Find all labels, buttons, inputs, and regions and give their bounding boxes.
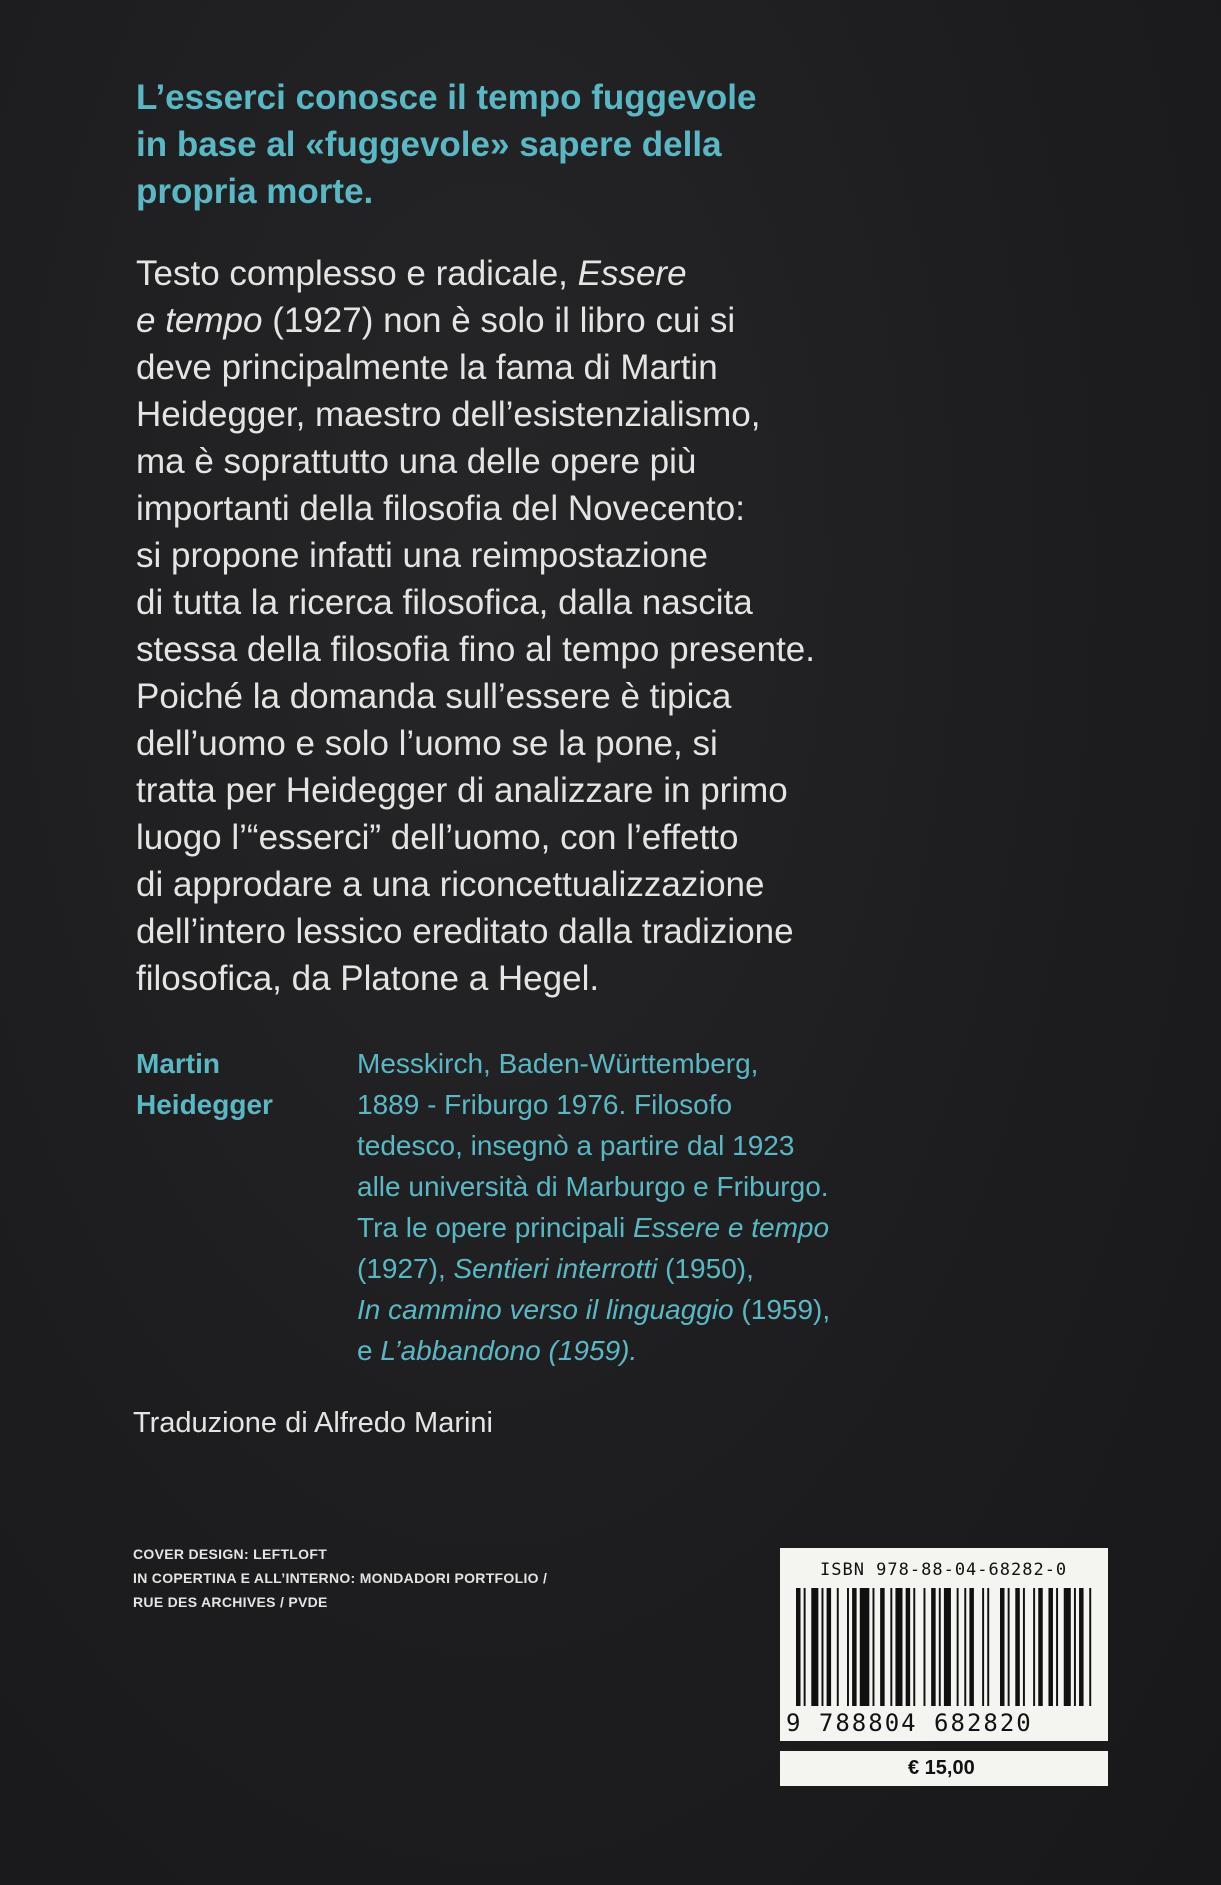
description-line: importanti della filosofia del Novecento: bbox=[136, 489, 745, 528]
description-line: Poiché la domanda sull’essere è tipica bbox=[136, 677, 732, 716]
bio-line: 1889 - Friburgo 1976. Filosofo bbox=[357, 1089, 733, 1120]
bio-line: Tra le opere principali Essere e tempo bbox=[357, 1212, 830, 1243]
description-line: e tempo (1927) non è solo il libro cui si bbox=[136, 301, 736, 340]
barcode-label bbox=[780, 1548, 1108, 1741]
quote-line: L’esserci conosce il tempo fuggevole bbox=[136, 78, 757, 117]
bio-line: alle università di Marburgo e Friburgo. bbox=[357, 1171, 829, 1202]
barcode-digits: 9 788804 682820 bbox=[786, 1709, 1033, 1737]
author-bio bbox=[357, 1043, 977, 1371]
book-description bbox=[136, 250, 1036, 1002]
description-line: dell’uomo e solo l’uomo se la pone, si bbox=[136, 724, 718, 763]
bio-line: (1927), Sentieri interrotti (1950), bbox=[357, 1253, 754, 1284]
credit-line: COVER DESIGN: LEFTLOFT bbox=[133, 1546, 328, 1562]
description-line: si propone infatti una reimpostazione bbox=[136, 536, 709, 575]
image-credits bbox=[133, 1542, 693, 1614]
description-line: di tutta la ricerca filosofica, dalla nascita bbox=[136, 583, 753, 622]
description-line: deve principalmente la fama di Martin bbox=[136, 348, 718, 387]
cover-quote bbox=[136, 74, 896, 215]
description-line: Testo complesso e radicale, Essere bbox=[136, 254, 687, 293]
description-line: tratta per Heidegger di analizzare in primo bbox=[136, 771, 788, 810]
description-line: luogo l’“esserci” dell’uomo, con l’effetto bbox=[136, 818, 739, 857]
description-line: stessa della filosofia fino al tempo presente. bbox=[136, 630, 815, 669]
price-label: € 15,00 bbox=[780, 1751, 1108, 1786]
credit-line: RUE DES ARCHIVES / PVDE bbox=[133, 1594, 328, 1610]
bio-line: In cammino verso il linguaggio (1959), bbox=[357, 1294, 831, 1325]
description-line: filosofica, da Platone a Hegel. bbox=[136, 959, 600, 998]
author-name: Martin Heidegger bbox=[136, 1048, 273, 1120]
bio-line: tedesco, insegnò a partire dal 1923 bbox=[357, 1130, 795, 1161]
isbn-number: ISBN 978-88-04-68282-0 bbox=[820, 1560, 1068, 1580]
quote-line: in base al «fuggevole» sapere della bbox=[136, 125, 722, 164]
description-line: di approdare a una riconcettualizzazione bbox=[136, 865, 765, 904]
bio-line: Messkirch, Baden-Württemberg, bbox=[357, 1048, 759, 1079]
quote-line: propria morte. bbox=[136, 172, 374, 211]
description-line: Heidegger, maestro dell’esistenzialismo, bbox=[136, 395, 761, 434]
bio-line: e L’abbandono (1959). bbox=[357, 1335, 638, 1366]
description-line: dell’intero lessico ereditato dalla tradizione bbox=[136, 912, 794, 951]
credit-line: IN COPERTINA E ALL’INTERNO: MONDADORI PORTFOLIO / bbox=[133, 1570, 548, 1586]
barcode-icon bbox=[788, 1588, 1100, 1706]
translator-credit: Traduzione di Alfredo Marini bbox=[133, 1407, 493, 1439]
description-line: ma è soprattutto una delle opere più bbox=[136, 442, 697, 481]
